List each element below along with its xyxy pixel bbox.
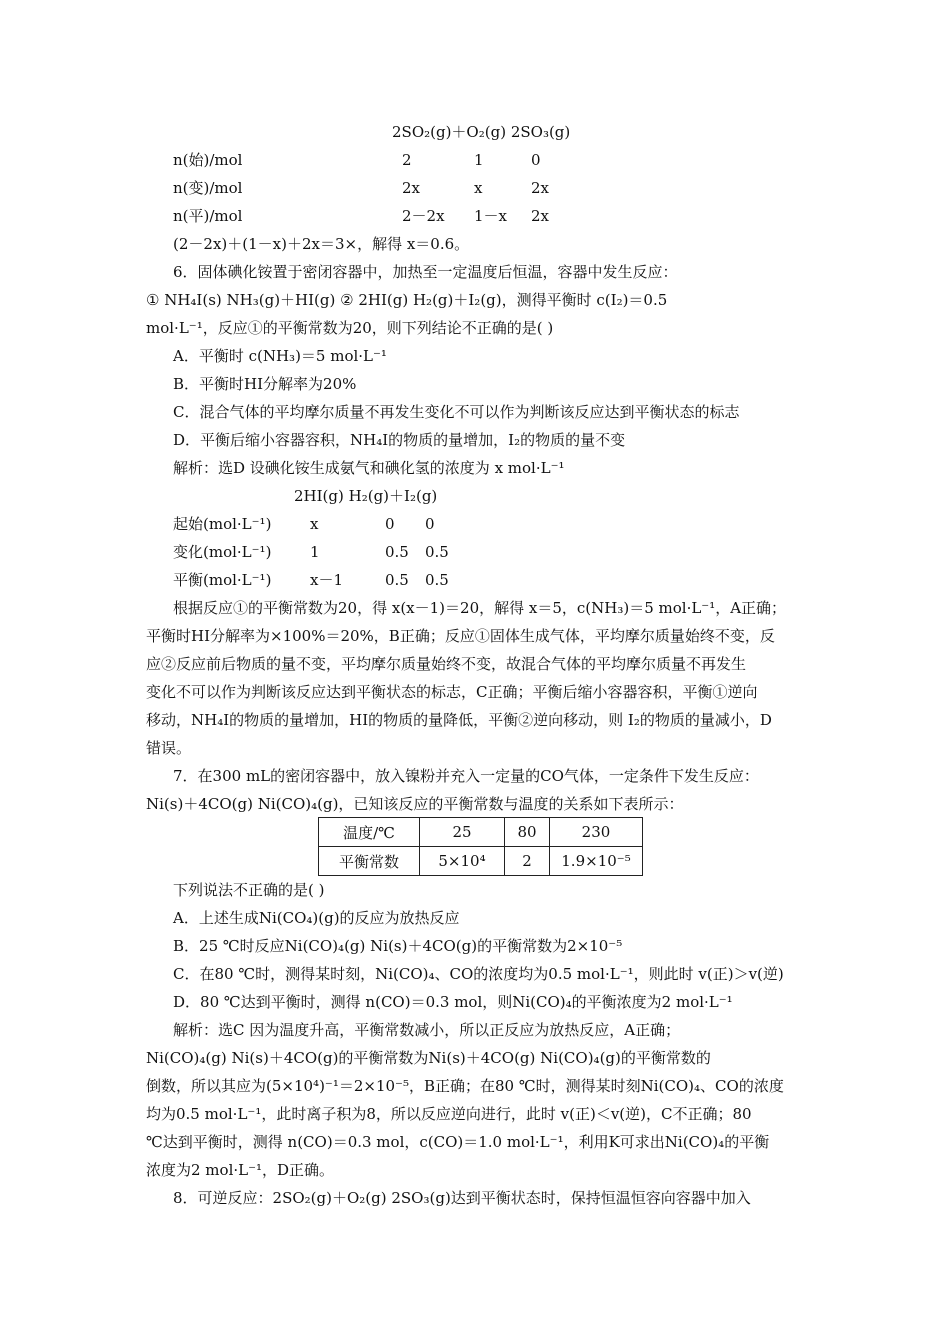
q6-cell: x－1	[310, 571, 344, 589]
q7-analysis: 解析：选C 因为温度升高，平衡常数减小，所以正反应为放热反应，A正确；	[173, 1021, 681, 1039]
q6-cell: 0.5	[425, 571, 449, 589]
table-cell: 5×10⁴	[420, 847, 505, 876]
q7-option-c: C．在80 ℃时，测得某时刻，Ni(CO)₄、CO的浓度均为0.5 mol·L⁻¹，则此时 v(正)＞v(逆)	[173, 965, 784, 983]
q6-explanation: 变化不可以作为判断该反应达到平衡状态的标志，C正确；平衡后缩小容器容积，平衡①逆向	[146, 683, 758, 701]
q6-cell: 0.5	[385, 571, 409, 589]
q6-row-label: 起始(mol·L⁻¹)	[173, 515, 272, 533]
q6-analysis: 解析：选D 设碘化铵生成氨气和碘化氢的浓度为 x mol·L⁻¹	[173, 459, 565, 477]
q7-question: 下列说法不正确的是( )	[173, 881, 325, 899]
q7-analysis: Ni(CO)₄(g) Ni(s)＋4CO(g)的平衡常数为Ni(s)＋4CO(g) Ni(CO)₄(g)的平衡常数的	[146, 1049, 711, 1067]
q7-option-a: A．上述生成Ni(CO₄)(g)的反应为放热反应	[173, 909, 460, 927]
q6-row-label: 平衡(mol·L⁻¹)	[173, 571, 272, 589]
q6-explanation: 错误。	[146, 739, 192, 757]
q6-explanation: 应②反应前后物质的量不变，平均摩尔质量始终不变，故混合气体的平均摩尔质量不再发生	[146, 655, 747, 673]
q6-cell: 0.5	[425, 543, 449, 561]
q6-stem: 6．固体碘化铵置于密闭容器中，加热至一定温度后恒温，容器中发生反应：	[173, 263, 678, 281]
prev-cell: 2	[402, 151, 412, 169]
prev-cell: 2x	[531, 179, 550, 197]
table-cell: 1.9×10⁻⁵	[550, 847, 643, 876]
table-cell: 80	[505, 818, 550, 847]
prev-cell: 2x	[531, 207, 550, 225]
prev-cell: x	[474, 179, 483, 197]
q7-option-b: B．25 ℃时反应Ni(CO)₄(g) Ni(s)＋4CO(g)的平衡常数为2×10⁻⁵	[173, 937, 623, 955]
table-row	[319, 847, 643, 876]
prev-solution: (2－2x)＋(1－x)＋2x＝3×，解得 x＝0.6。	[173, 235, 470, 253]
q6-explanation: 根据反应①的平衡常数为20，得 x(x－1)＝20，解得 x＝5，c(NH₃)＝5 mol·L⁻¹，A正确；	[173, 599, 787, 617]
q7-analysis: 浓度为2 mol·L⁻¹，D正确。	[146, 1161, 335, 1179]
q6-explanation: 平衡时HI分解率为×100%＝20%，B正确；反应①固体生成气体，平均摩尔质量始终不变，反	[146, 627, 775, 645]
q6-row-label: 变化(mol·L⁻¹)	[173, 543, 272, 561]
q7-analysis: ℃达到平衡时，测得 n(CO)＝0.3 mol，c(CO)＝1.0 mol·L⁻¹，利用K可求出Ni(CO)₄的平衡	[146, 1133, 770, 1151]
prev-cell: 2x	[402, 179, 421, 197]
prev-cell: 0	[531, 151, 541, 169]
q6-explanation: 移动，NH₄I的物质的量增加，HI的物质的量降低，平衡②逆向移动，则 I₂的物质的量减小，D	[146, 711, 772, 729]
table-row	[319, 818, 643, 847]
q6-cell: 0	[385, 515, 395, 533]
prev-cell: 1－x	[474, 207, 508, 225]
q6-stem: mol·L⁻¹，反应①的平衡常数为20，则下列结论不正确的是( )	[146, 319, 554, 337]
prev-row-label: n(平)/mol	[173, 207, 243, 225]
q7-stem: Ni(s)＋4CO(g) Ni(CO)₄(g)，已知该反应的平衡常数与温度的关系如下表所示：	[146, 795, 684, 813]
q6-cell: 0	[425, 515, 435, 533]
prev-equation: 2SO₂(g)＋O₂(g) 2SO₃(g)	[392, 123, 571, 141]
q8-stem: 8．可逆反应：2SO₂(g)＋O₂(g) 2SO₃(g)达到平衡状态时，保持恒温恒容向容器中加入	[173, 1189, 751, 1207]
q6-cell: 1	[310, 543, 320, 561]
prev-row-label: n(始)/mol	[173, 151, 243, 169]
q6-option-a: A．平衡时 c(NH₃)＝5 mol·L⁻¹	[173, 347, 387, 365]
prev-row-label: n(变)/mol	[173, 179, 243, 197]
q6-option-d: D．平衡后缩小容器容积，NH₄I的物质的量增加，I₂的物质的量不变	[173, 431, 626, 449]
equilibrium-constant-table	[318, 817, 643, 876]
q7-option-d: D．80 ℃达到平衡时，测得 n(CO)＝0.3 mol，则Ni(CO)₄的平衡浓度为2 mol·L⁻¹	[173, 993, 733, 1011]
q6-cell: 0.5	[385, 543, 409, 561]
table-cell: 平衡常数	[319, 847, 420, 876]
q6-table-header: 2HI(g) H₂(g)＋I₂(g)	[294, 487, 438, 505]
q6-stem: ① NH₄I(s) NH₃(g)＋HI(g) ② 2HI(g) H₂(g)＋I₂(g)，测得平衡时 c(I₂)＝0.5	[146, 291, 668, 309]
prev-cell: 2－2x	[402, 207, 445, 225]
table-cell: 2	[505, 847, 550, 876]
prev-cell: 1	[474, 151, 484, 169]
q7-analysis: 倒数，所以其应为(5×10⁴)⁻¹＝2×10⁻⁵，B正确；在80 ℃时，测得某时刻Ni(CO)₄、CO的浓度	[146, 1077, 784, 1095]
table-cell: 温度/℃	[319, 818, 420, 847]
q7-analysis: 均为0.5 mol·L⁻¹，此时离子积为8，所以反应逆向进行，此时 v(正)＜v(逆)，C不正确；80	[146, 1105, 752, 1123]
table-cell: 230	[550, 818, 643, 847]
q6-cell: x	[310, 515, 319, 533]
q6-option-c: C．混合气体的平均摩尔质量不再发生变化不可以作为判断该反应达到平衡状态的标志	[173, 403, 740, 421]
table-cell: 25	[420, 818, 505, 847]
q7-stem: 7．在300 mL的密闭容器中，放入镍粉并充入一定量的CO气体，一定条件下发生反应：	[173, 767, 759, 785]
q6-option-b: B．平衡时HI分解率为20%	[173, 375, 357, 393]
